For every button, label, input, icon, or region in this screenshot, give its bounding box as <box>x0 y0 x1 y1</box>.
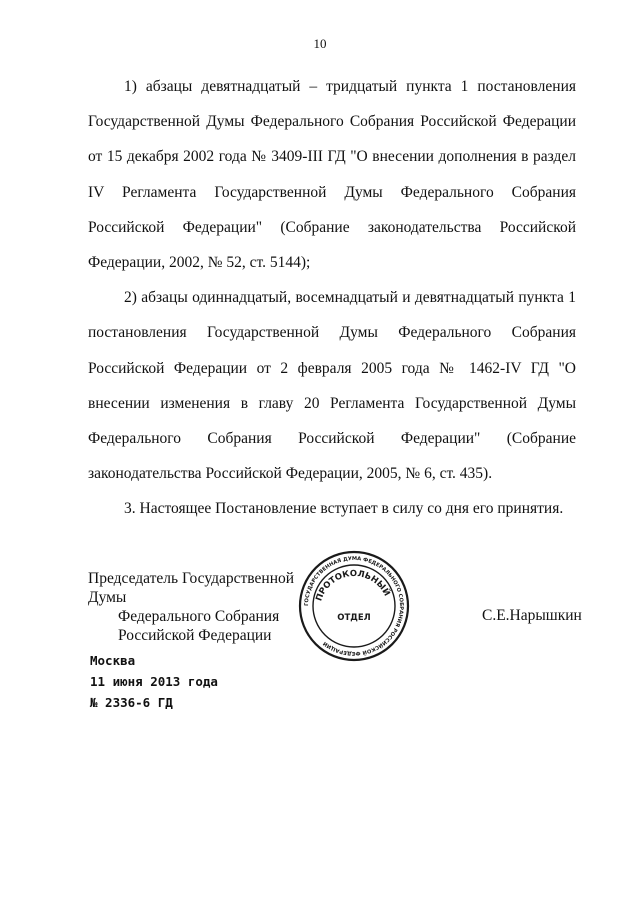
footer-doc-number: № 2336-6 ГД <box>90 695 173 710</box>
document-body <box>88 69 576 527</box>
signatory-title-line-1: Председатель Государственной Думы <box>88 570 295 606</box>
paragraph-item-1: 1) абзацы девятнадцатый – тридцатый пункта 1 постановления Государственной Думы Федерального Собрания Российской Федерации от 15 декабря 2002 года № 3409-III ГД "О внесении дополнения в раздел IV Регламента Государственной Думы Федерального Собрания Российской Федерации" (Собрание законодательства Российской Федерации, 2002, № 52, ст. 5144); <box>88 78 576 272</box>
signatory-title-line-3: Российской Федерации <box>118 627 272 644</box>
signatory-title-line-2: Федерального Собрания <box>118 608 280 625</box>
paragraph-item-2: 2) абзацы одиннадцатый, восемнадцатый и девятнадцатый пункта 1 постановления Государственной Думы Федерального Собрания Российской Федерации от 2 февраля 2005 года № 1462-IV ГД "О внесении изменения в главу 20 Регламента Государственной Думы Федерального Собрания Российской Федерации" (Собрание законодательства Российской Федерации, 2005, № 6, ст. 435). <box>88 289 576 483</box>
document-footer <box>90 650 218 713</box>
official-seal-stamp <box>298 550 410 662</box>
page-number: 10 <box>313 36 327 51</box>
footer-date: 11 июня 2013 года <box>90 674 218 689</box>
signatory-title <box>88 569 328 645</box>
stamp-inner-text: ПРОТОКОЛЬНЫЙ <box>314 568 392 603</box>
stamp-center-text: ОТДЕЛ <box>337 613 371 623</box>
stamp-ring-text: ГОСУДАРСТВЕННАЯ ДУМА ФЕДЕРАЛЬНОГО СОБРАНИЯ РОССИЙСКОЙ ФЕДЕРАЦИИ <box>303 555 405 657</box>
svg-text:ПРОТОКОЛЬНЫЙ <box>314 569 393 603</box>
footer-city: Москва <box>90 653 136 668</box>
paragraph-clause-3: 3. Настоящее Постановление вступает в силу со дня его принятия. <box>124 500 564 518</box>
signer-name: С.Е.Нарышкин <box>482 607 582 624</box>
